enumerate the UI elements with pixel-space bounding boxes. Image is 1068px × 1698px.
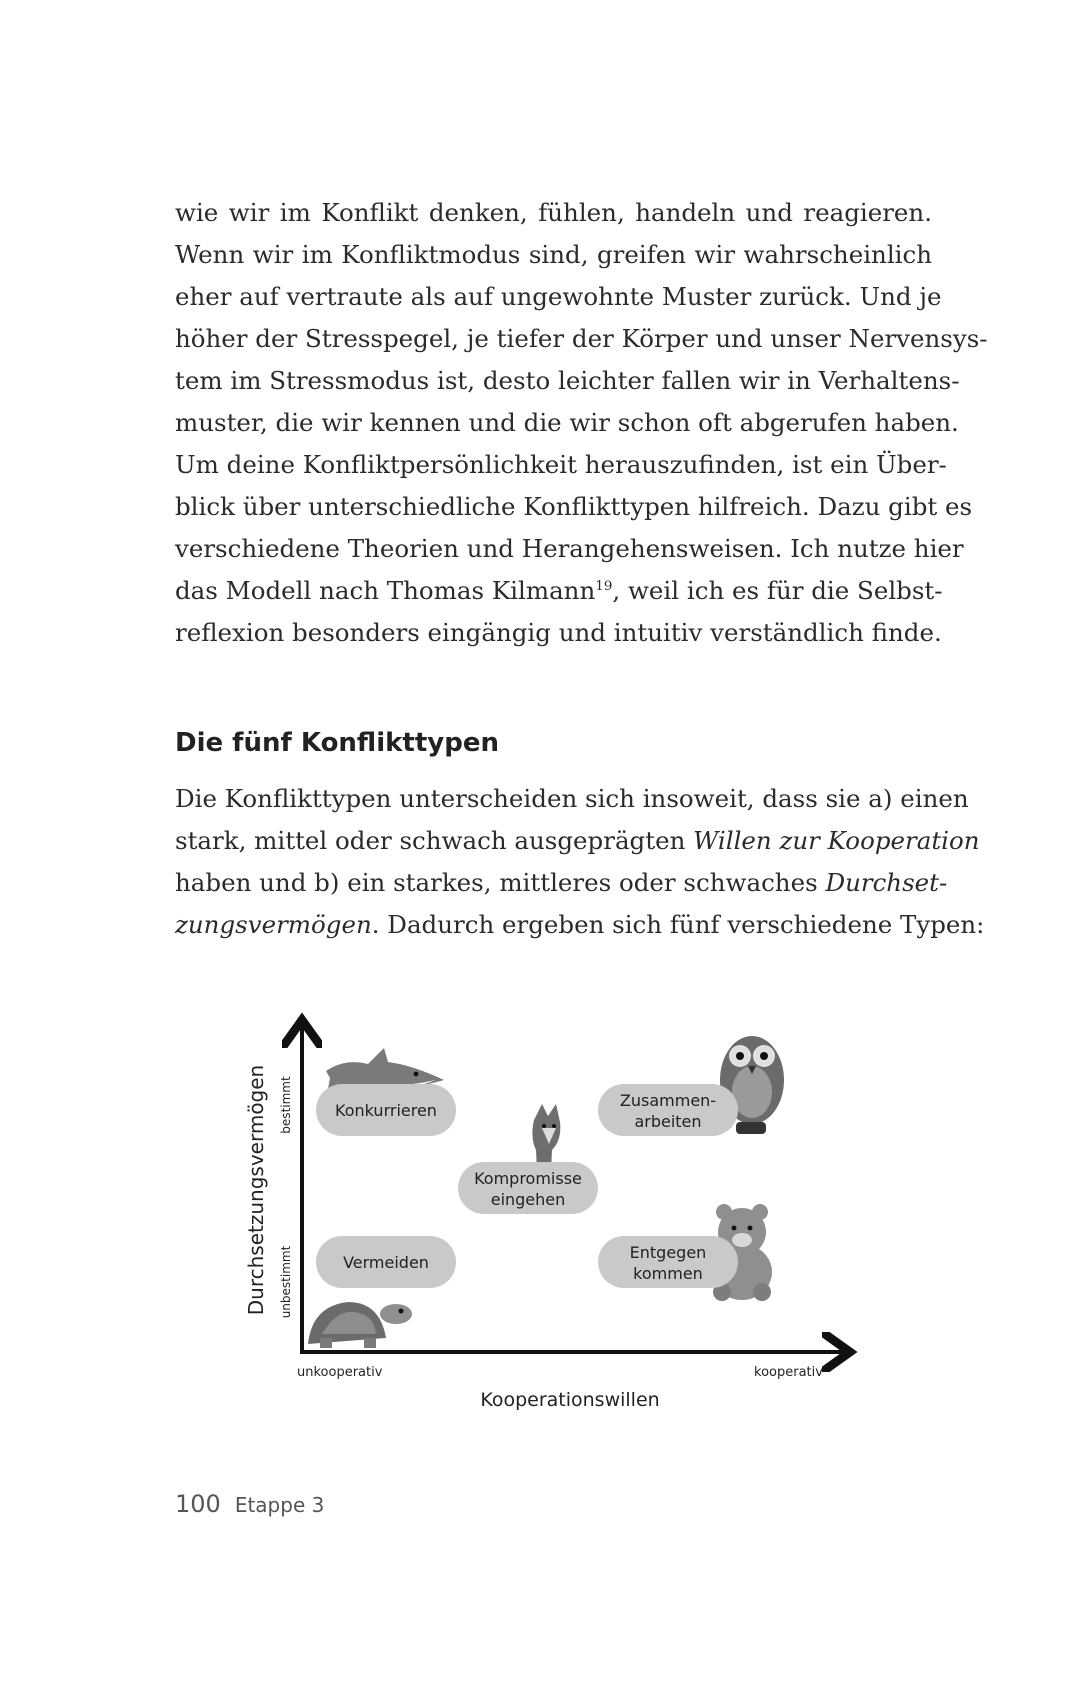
text-line: Um deine Konfliktpersönlichkeit herauszufinden, ist ein Über- <box>175 450 947 479</box>
x-high-label: kooperativ <box>754 1365 823 1380</box>
page-footer <box>175 1490 324 1518</box>
y-high-label: bestimmt <box>279 1076 293 1134</box>
text-line: reflexion besonders eingängig und intuitiv verständlich finde. <box>175 618 942 647</box>
text-line: muster, die wir kennen und die wir schon oft abgerufen haben. <box>175 408 959 437</box>
type-label: Entgegen <box>629 1243 707 1262</box>
type-label: Vermeiden <box>343 1253 429 1272</box>
type-label: arbeiten <box>634 1112 702 1131</box>
text-line: tem im Stressmodus ist, desto leichter fallen wir in Verhaltens- <box>175 366 960 395</box>
text-line <box>175 862 948 904</box>
y-low-label: unbestimmt <box>279 1245 293 1319</box>
text-line: höher der Stresspegel, je tiefer der Körper und unser Nervensys- <box>175 324 988 353</box>
emphasis: zungsvermögen <box>175 910 372 939</box>
page-number: 100 <box>175 1490 221 1518</box>
type-label: eingehen <box>490 1190 566 1209</box>
footnote-ref: 19 <box>595 577 613 594</box>
body-paragraph <box>175 192 988 654</box>
section-name: Etappe 3 <box>234 1493 325 1517</box>
text-line: eher auf vertraute als auf ungewohnte Muster zurück. Und je <box>175 282 942 311</box>
emphasis: Willen zur Kooperation <box>693 826 980 855</box>
text-line: blick über unterschiedliche Konflikttypen hilfreich. Dazu gibt es <box>175 492 973 521</box>
emphasis: Durchset- <box>825 868 948 897</box>
text-segment: , weil ich es für die Selbst- <box>612 576 943 605</box>
type-konkurrieren <box>316 1084 456 1136</box>
conflict-types-diagram <box>240 1010 880 1430</box>
x-axis-label: Kooperationswillen <box>480 1389 660 1411</box>
text-segment: stark, mittel oder schwach ausgeprägten <box>175 826 694 855</box>
type-zusammenarbeiten <box>598 1084 738 1136</box>
x-low-label: unkooperativ <box>297 1365 383 1380</box>
text-line <box>175 570 943 612</box>
type-entgegenkommen <box>598 1236 738 1288</box>
text-line: Wenn wir im Konfliktmodus sind, greifen wir wahrscheinlich <box>175 240 932 269</box>
intro-paragraph <box>175 778 985 946</box>
type-vermeiden <box>316 1236 456 1288</box>
section-heading: Die fünf Konflikttypen <box>175 728 499 758</box>
text-line: Die Konflikttypen unterscheiden sich insoweit, dass sie a) einen <box>175 784 969 813</box>
type-label: Zusammen- <box>619 1091 717 1110</box>
type-label: Kompromisse <box>474 1169 582 1188</box>
text-segment: das Modell nach Thomas Kilmann <box>175 576 596 605</box>
type-label: Konkurrieren <box>335 1101 437 1120</box>
text-line: verschiedene Theorien und Herangehensweisen. Ich nutze hier <box>175 534 964 563</box>
type-label: kommen <box>633 1264 703 1283</box>
type-kompromisse <box>458 1162 598 1214</box>
text-line <box>175 904 985 946</box>
text-line <box>175 820 980 862</box>
text-segment: haben und b) ein starkes, mittleres oder schwaches <box>175 868 826 897</box>
y-axis-label: Durchsetzungsvermögen <box>244 1064 268 1316</box>
turtle-icon <box>308 1302 412 1348</box>
text-segment: . Dadurch ergeben sich fünf verschiedene Typen: <box>371 910 985 939</box>
text-line: wie wir im Konflikt denken, fühlen, handeln und reagieren. <box>175 198 932 227</box>
